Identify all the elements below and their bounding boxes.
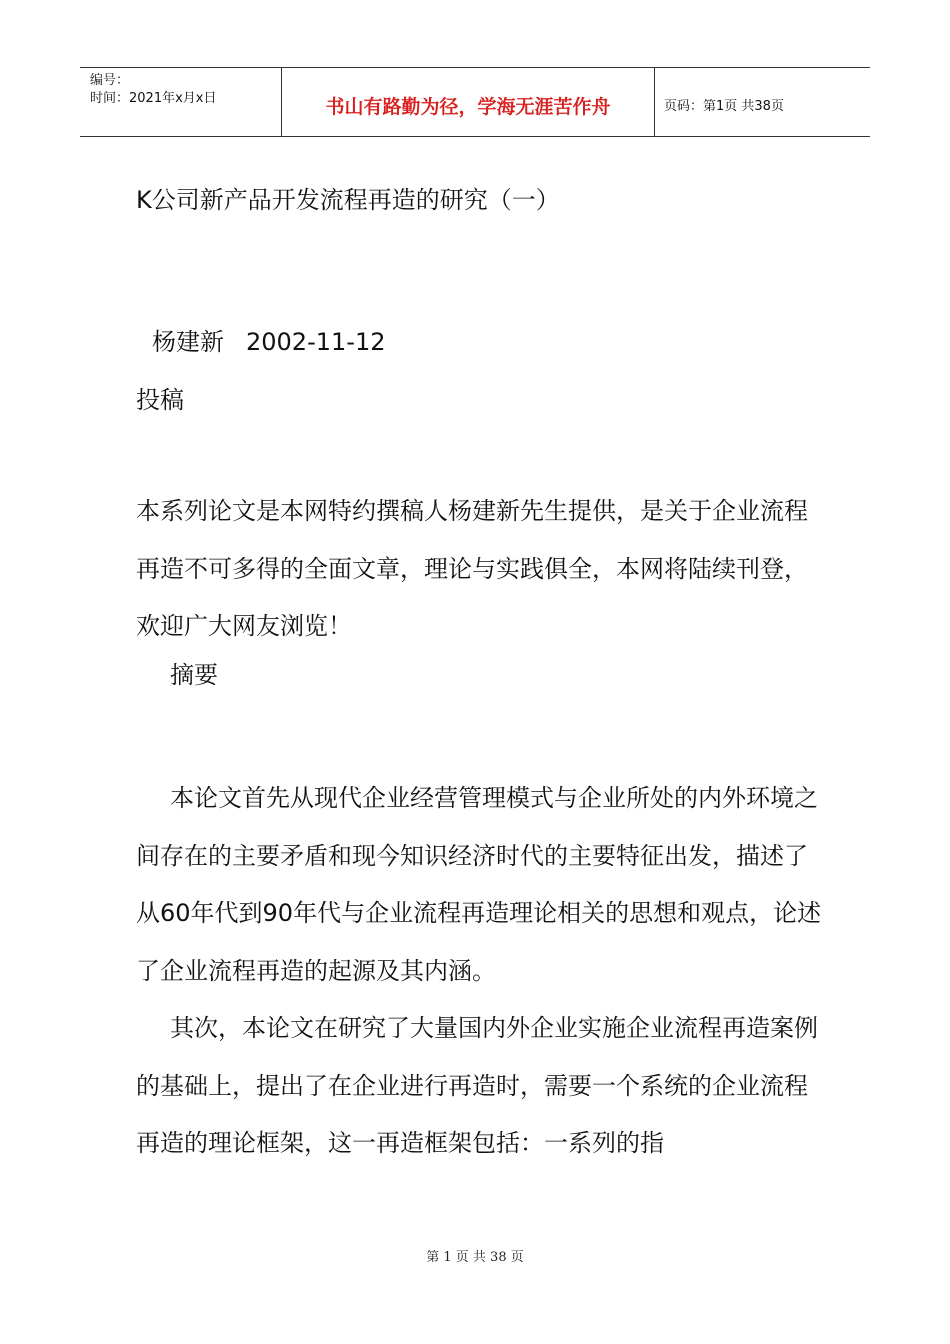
author-line: [136, 322, 826, 357]
article-date: 2002-11-12: [246, 328, 386, 356]
header-meta-cell: [80, 68, 282, 136]
document-time-label: 时间：2021年x月x日: [90, 91, 217, 106]
header-page-info: 页码：第1页 共38页: [664, 98, 784, 114]
abstract-heading: 摘要: [170, 661, 218, 689]
header-page-cell: [655, 68, 870, 136]
abstract-paragraph-2: 其次，本论文在研究了大量国内外企业实施企业流程再造案例的基础上，提出了在企业进行再造时，需要一个系统的企业流程再造的理论框架，这一再造框架包括：一系列的指: [136, 1014, 818, 1157]
article-title: K公司新产品开发流程再造的研究（一）: [136, 186, 560, 214]
page-header: [80, 67, 870, 137]
document-number-label: 编号：: [90, 73, 130, 88]
header-motto-cell: [282, 68, 655, 136]
intro-paragraph: 本系列论文是本网特约撰稿人杨建新先生提供，是关于企业流程再造不可多得的全面文章，理论与实践俱全，本网将陆续刊登，欢迎广大网友浏览！: [136, 497, 808, 640]
page-footer: 第 1 页 共 38 页: [426, 1250, 524, 1265]
header-motto: 书山有路勤为径，学海无涯苦作舟: [325, 95, 611, 118]
article-author: 杨建新: [152, 328, 224, 356]
abstract-paragraph-1: 本论文首先从现代企业经营管理模式与企业所处的内外环境之间存在的主要矛盾和现今知识经济时代的主要特征出发，描述了从60年代到90年代与企业流程再造理论相关的思想和观点，论述了企业流程再造的起源及其内涵。: [136, 784, 822, 985]
submission-label: 投稿: [136, 386, 184, 414]
